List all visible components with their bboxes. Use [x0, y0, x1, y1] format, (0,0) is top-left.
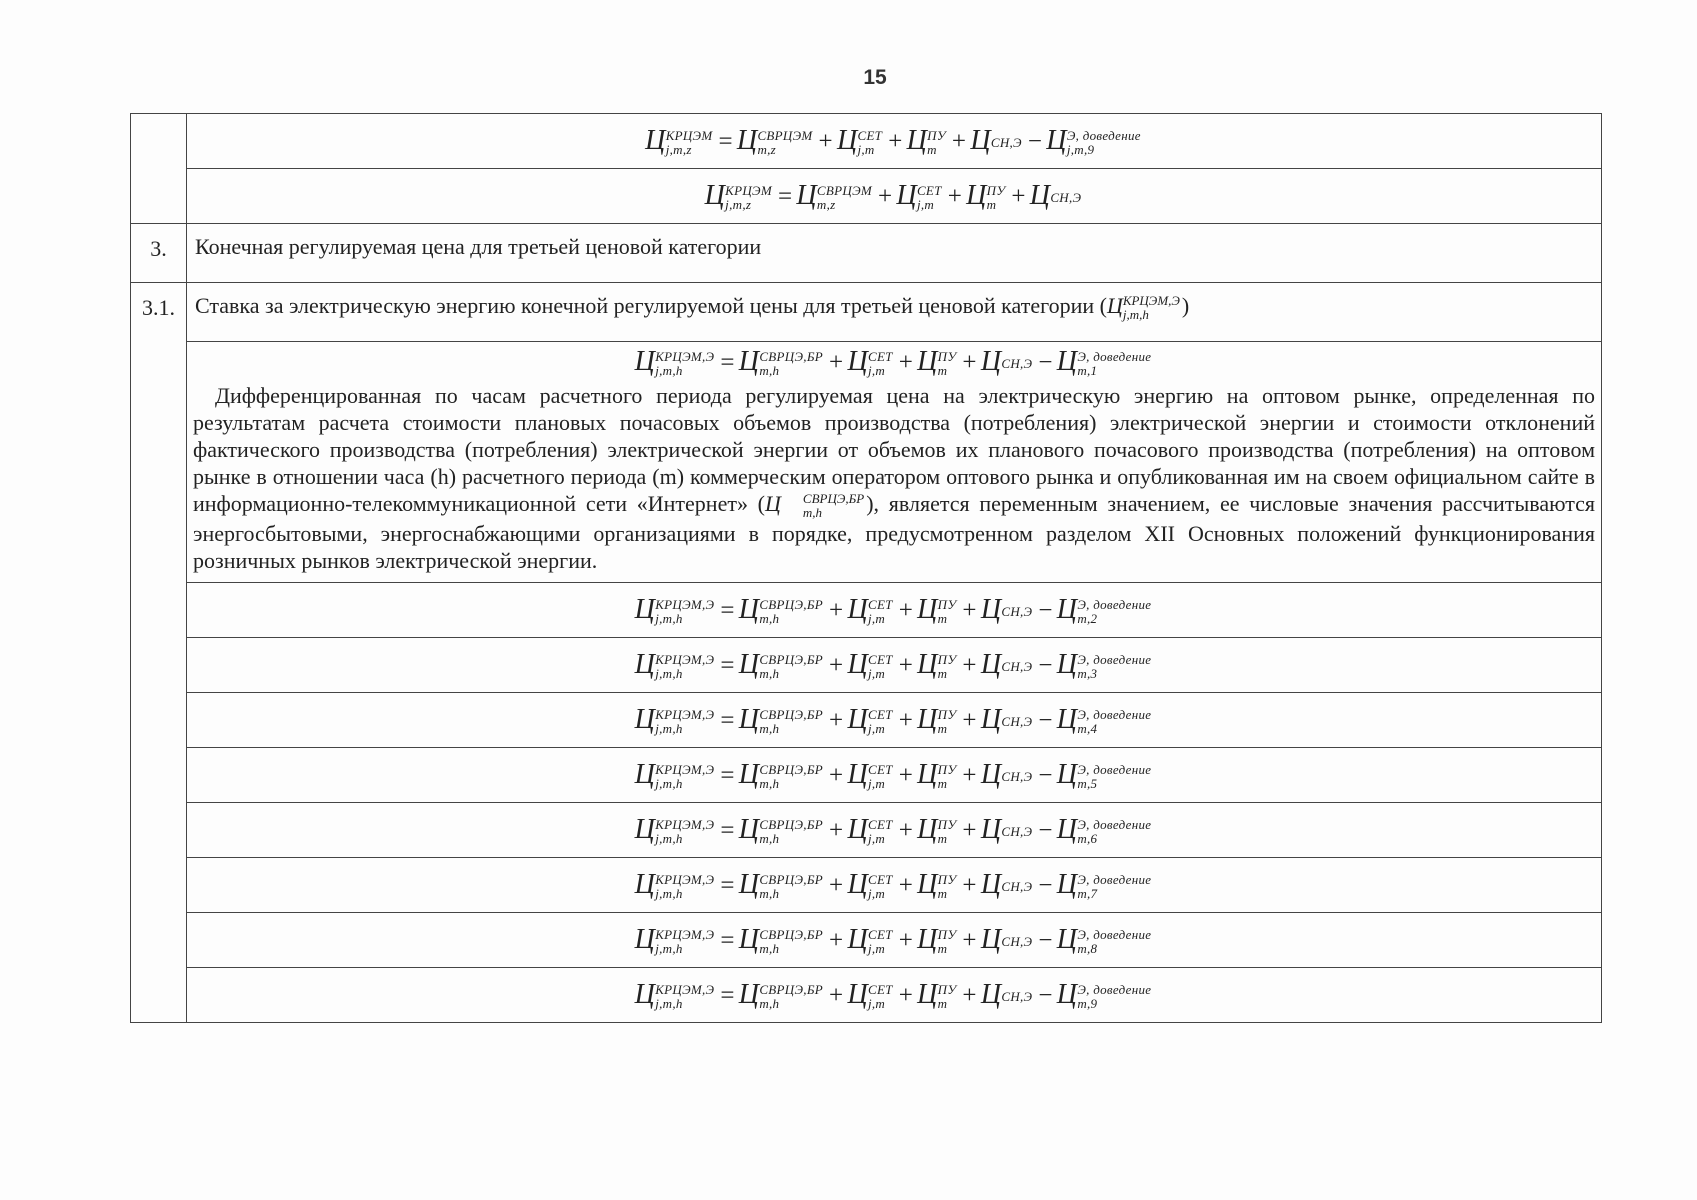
formula-term: Ц СЕТ j,m	[847, 649, 893, 682]
formula-row	[131, 693, 1602, 748]
formula-term: Ц ПУ m	[917, 649, 957, 682]
formula-term: Ц СВРЦЭ,БР m,h	[738, 814, 824, 847]
formula-row	[131, 638, 1602, 693]
formula-expression: Ц КРЦЭМ,Э j,m,h = Ц СВРЦЭ,БР m,h + Ц СЕТ j,m + Ц ПУ m + Ц СН,Э − Ц Э, доведение m,1	[634, 346, 1152, 379]
formula-term: Ц СН,Э	[980, 979, 1033, 1011]
formula-term: Ц КРЦЭМ,Э j,m,h	[634, 979, 715, 1012]
formula-term: Ц СН,Э	[980, 649, 1033, 681]
formula-term: Ц СН,Э	[970, 124, 1022, 156]
formula-cell	[187, 968, 1602, 1023]
formula-term: Ц КРЦЭМ j,m,z	[704, 179, 772, 213]
formula-expression: Ц КРЦЭМ,Э j,m,h = Ц СВРЦЭ,БР m,h + Ц СЕТ j,m + Ц ПУ m + Ц СН,Э − Ц Э, доведение m,8	[634, 924, 1152, 957]
formula-row	[131, 968, 1602, 1023]
formula-term: Ц СН,Э	[980, 594, 1033, 626]
formula-expression: Ц КРЦЭМ,Э j,m,h = Ц СВРЦЭ,БР m,h + Ц СЕТ j,m + Ц ПУ m + Ц СН,Э − Ц Э, доведение m,3	[634, 649, 1152, 682]
formula-term: Ц Э, доведение m,5	[1056, 759, 1152, 792]
formula-term: Ц СВРЦЭМ m,z	[736, 124, 813, 158]
formula-expression: Ц КРЦЭМ,Э j,m,h = Ц СВРЦЭ,БР m,h + Ц СЕТ j,m + Ц ПУ m + Ц СН,Э − Ц Э, доведение m,9	[634, 979, 1152, 1012]
tariff-table	[130, 113, 1602, 1023]
formula-term: Ц КРЦЭМ,Э j,m,h	[634, 869, 715, 902]
formula-term: Ц КРЦЭМ,Э j,m,h	[634, 924, 715, 957]
formula-row	[131, 803, 1602, 858]
formula-term: Ц ПУ m	[917, 979, 957, 1012]
formula-term: Ц СН,Э	[980, 704, 1033, 736]
formula-cell	[187, 169, 1602, 224]
formula-cell	[187, 583, 1602, 638]
formula-term: Ц СЕТ j,m	[847, 346, 893, 379]
formula-term: Ц Э, доведение m,4	[1056, 704, 1152, 737]
formula-row	[131, 583, 1602, 638]
formula-term: Ц ПУ m	[917, 346, 957, 379]
formula-term: Ц СВРЦЭ,БР m,h	[738, 594, 824, 627]
section-number: 3.	[131, 224, 187, 283]
definition-row	[131, 342, 1602, 583]
formula-term: Ц СВРЦЭМ m,z	[796, 179, 873, 213]
formula-term: Ц СН,Э	[980, 759, 1033, 791]
formula-term: Ц Э, доведение m,6	[1056, 814, 1152, 847]
formula-expression: Ц КРЦЭМ j,m,z = Ц СВРЦЭМ m,z + Ц СЕТ j,m + Ц ПУ m + Ц СН,Э − Ц Э, доведение j,m,9	[645, 124, 1141, 158]
section-number: 3.1.	[131, 283, 187, 1023]
formula-term: Ц СН,Э	[980, 346, 1033, 377]
formula-term: Ц Э, доведение m,2	[1056, 594, 1152, 627]
formula-expression: Ц КРЦЭМ,Э j,m,h = Ц СВРЦЭ,БР m,h + Ц СЕТ j,m + Ц ПУ m + Ц СН,Э − Ц Э, доведение m,4	[634, 704, 1152, 737]
formula-expression: Ц КРЦЭМ j,m,z = Ц СВРЦЭМ m,z + Ц СЕТ j,m + Ц ПУ m + Ц СН,Э	[704, 179, 1082, 213]
formula-term: Ц ПУ m	[917, 704, 957, 737]
formula-term: Ц ПУ m	[917, 869, 957, 902]
formula-term: Ц ПУ m	[917, 759, 957, 792]
formula-term: Ц СН,Э	[1029, 179, 1082, 211]
definition-cell	[187, 342, 1602, 583]
formula-expression: Ц КРЦЭМ,Э j,m,h = Ц СВРЦЭ,БР m,h + Ц СЕТ j,m + Ц ПУ m + Ц СН,Э − Ц Э, доведение m,6	[634, 814, 1152, 847]
formula-term: Ц СЕТ j,m	[847, 869, 893, 902]
formula-term: Ц СЕТ j,m	[847, 594, 893, 627]
formula-term: Ц СЕТ j,m	[836, 124, 883, 158]
formula-term: Ц Э, доведение j,m,9	[1046, 124, 1141, 158]
number-cell	[131, 114, 187, 224]
formula-term: Ц СВРЦЭ,БР m,h	[738, 979, 824, 1012]
formula-term: Ц Э, доведение m,9	[1056, 979, 1152, 1012]
formula-row	[131, 858, 1602, 913]
formula-cell	[187, 803, 1602, 858]
formula-term: Ц Э, доведение m,7	[1056, 869, 1152, 902]
formula-term: Ц СЕТ j,m	[896, 179, 942, 213]
section-title: Конечная регулируемая цена для третьей ценовой категории	[187, 224, 1602, 283]
formula-term: Ц СВРЦЭ,БР m,h	[738, 869, 824, 902]
formula-expression: Ц КРЦЭМ,Э j,m,h = Ц СВРЦЭ,БР m,h + Ц СЕТ j,m + Ц ПУ m + Ц СН,Э − Ц Э, доведение m,5	[634, 759, 1152, 792]
formula-term: Ц КРЦЭМ,Э j,m,h	[634, 759, 715, 792]
section-title: Ставка за электрическую энергию конечной регулируемой цены для третьей ценовой категории (Ц КРЦЭМ,Э j,m,h )	[187, 283, 1602, 342]
formula-term: Ц СЕТ j,m	[847, 704, 893, 737]
formula-term: Ц ПУ m	[917, 594, 957, 627]
formula-term: Ц КРЦЭМ,Э j,m,h	[634, 346, 715, 379]
formula-cell	[187, 748, 1602, 803]
formula-term: Ц СВРЦЭ,БР m,h	[738, 704, 824, 737]
formula-term: Ц ПУ m	[917, 924, 957, 957]
formula-cell	[187, 114, 1602, 169]
formula-term: Ц СЕТ j,m	[847, 759, 893, 792]
inline-symbol: Ц КРЦЭМ,Э j,m,h	[1106, 292, 1180, 322]
section-3-1-row	[131, 283, 1602, 342]
page-number: 15	[863, 66, 887, 89]
formula-row	[131, 913, 1602, 968]
formula-term: Ц СВРЦЭ,БР m,h	[738, 759, 824, 792]
formula-term: Ц СЕТ j,m	[847, 814, 893, 847]
formula-cell	[187, 638, 1602, 693]
formula-row	[131, 169, 1602, 224]
formula-term: Ц КРЦЭМ,Э j,m,h	[634, 594, 715, 627]
formula-term: Ц СН,Э	[980, 814, 1033, 846]
formula-term: Ц ПУ m	[906, 124, 946, 158]
formula-term: Ц ПУ m	[917, 814, 957, 847]
inline-symbol: Ц СВРЦЭ,БР m,h	[765, 491, 865, 521]
formula-term: Ц СН,Э	[980, 869, 1033, 901]
formula-term: Ц СВРЦЭ,БР m,h	[738, 346, 824, 379]
formula-row	[131, 114, 1602, 169]
formula-term: Ц ПУ m	[966, 179, 1006, 213]
formula	[193, 346, 1595, 378]
formula-term: Ц СЕТ j,m	[847, 979, 893, 1012]
formula-term: Ц СЕТ j,m	[847, 924, 893, 957]
formula-term: Ц КРЦЭМ,Э j,m,h	[634, 814, 715, 847]
section-3-row	[131, 224, 1602, 283]
formula-cell	[187, 693, 1602, 748]
formula-term: Ц СН,Э	[980, 924, 1033, 956]
formula-term: Ц Э, доведение m,1	[1056, 346, 1152, 379]
formula-cell	[187, 858, 1602, 913]
formula-row	[131, 748, 1602, 803]
formula-term: Ц Э, доведение m,8	[1056, 924, 1152, 957]
definition-text: Дифференцированная по часам расчетного периода регулируемая цена на электрическую энергию на оптовом рынке, определенная по результатам расчета стоимости плановых почасовых объемов производства (потребления) электрической энергии и стоимости отклонений фактического производства (потребления) электрической энергии от объемов их планового почасового производства (потребления) на оптовом рынке в отношении часа (h) расчетного периода (m) коммерческим оператором оптового рынка и опубликованная им на своем официальном сайте в информационно-телекоммуникационной сети «Интернет» (Ц СВРЦЭ,БР m,h ), является переменным значением, ее числовые значения рассчитываются энергосбытовыми, энергоснабжающими организациями в порядке, предусмотренном разделом XII Основных положений функционирования розничных рынков электрической энергии.	[193, 383, 1595, 574]
formula-term: Ц КРЦЭМ j,m,z	[645, 124, 713, 158]
formula-cell	[187, 913, 1602, 968]
formula-term: Ц СВРЦЭ,БР m,h	[738, 924, 824, 957]
formula-term: Ц СВРЦЭ,БР m,h	[738, 649, 824, 682]
formula-expression: Ц КРЦЭМ,Э j,m,h = Ц СВРЦЭ,БР m,h + Ц СЕТ j,m + Ц ПУ m + Ц СН,Э − Ц Э, доведение m,2	[634, 594, 1152, 627]
formula-term: Ц Э, доведение m,3	[1056, 649, 1152, 682]
formula-term: Ц КРЦЭМ,Э j,m,h	[634, 704, 715, 737]
formula-expression: Ц КРЦЭМ,Э j,m,h = Ц СВРЦЭ,БР m,h + Ц СЕТ j,m + Ц ПУ m + Ц СН,Э − Ц Э, доведение m,7	[634, 869, 1152, 902]
formula-term: Ц КРЦЭМ,Э j,m,h	[634, 649, 715, 682]
